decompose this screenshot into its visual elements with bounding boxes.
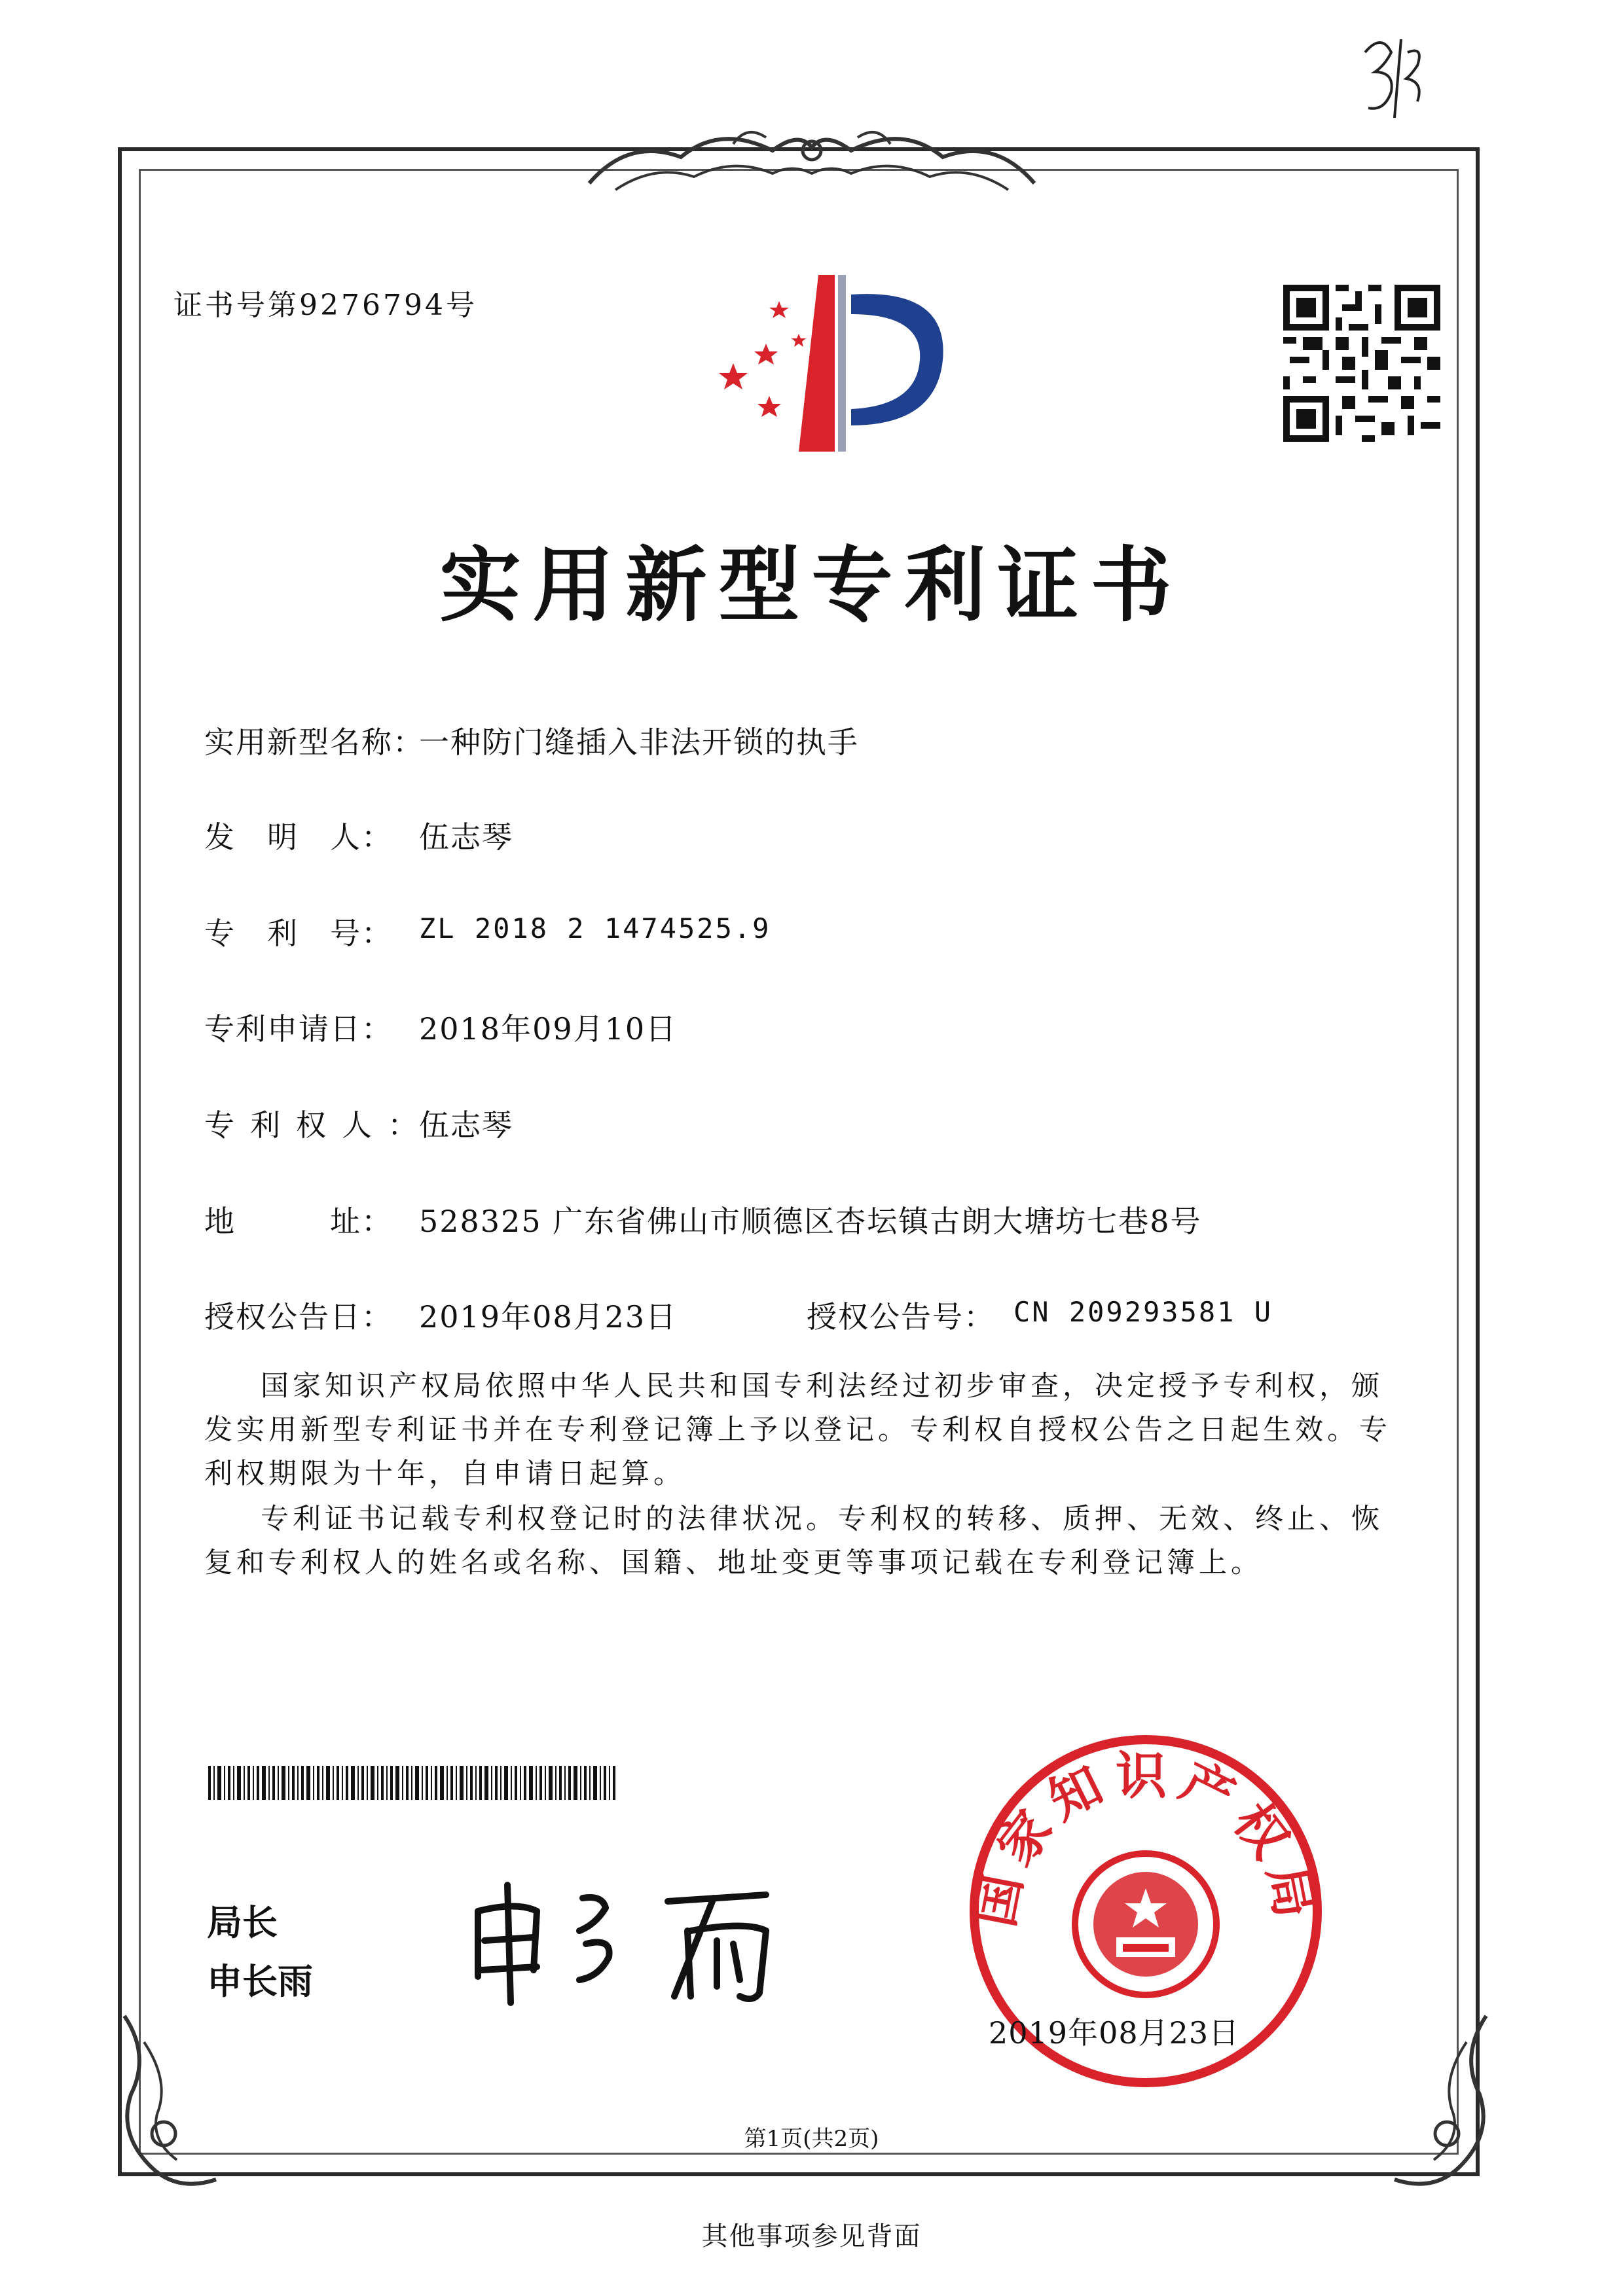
signatory-role: 局长	[207, 1902, 278, 1943]
qr-code	[1283, 285, 1440, 442]
bottom-left-ornament	[105, 2003, 249, 2199]
patent-number-label: 专 利 号：	[204, 916, 393, 951]
grant-date-value: 2019年08月23日	[419, 1299, 678, 1335]
body-paragraph-1: 国家知识产权局依照中华人民共和国专利法经过初步审查，决定授予专利权，颁发实用新型专利证书并在专利登记簿上予以登记。专利权自授权公告之日起生效。专利权期限为十年，自申请日起算。	[204, 1370, 1391, 1490]
footer-note: 其他事项参见背面	[701, 2221, 922, 2251]
certificate-title: 实用新型专利证书	[439, 539, 1184, 633]
page-number: 第1页(共2页)	[744, 2126, 879, 2152]
address-label: 地 址：	[204, 1204, 393, 1239]
utility-model-name-value: 一种防门缝插入非法开锁的执手	[419, 725, 859, 760]
body-paragraph-2: 专利证书记载专利权登记时的法律状况。专利权的转移、质押、无效、终止、恢复和专利权人的姓名或名称、国籍、地址变更等事项记载在专利登记簿上。	[204, 1503, 1383, 1579]
filing-date-value: 2018年09月10日	[419, 1011, 678, 1047]
certificate-number: 证书号第9276794号	[173, 289, 477, 322]
seal-date: 2019年08月23日	[989, 2015, 1240, 2051]
bottom-right-ornament	[1362, 2003, 1506, 2199]
patent-number-value: ZL 2018 2 1474525.9	[419, 912, 771, 944]
grant-date-label: 授权公告日：	[204, 1299, 393, 1335]
inventor-value: 伍志琴	[419, 819, 513, 855]
patent-office-emblem	[694, 262, 969, 465]
barcode	[208, 1766, 615, 1800]
filing-date-label: 专利申请日：	[204, 1011, 393, 1047]
utility-model-name-label: 实用新型名称：	[204, 725, 424, 760]
handwritten-signature	[458, 1865, 825, 2009]
address-value: 528325 广东省佛山市顺德区杏坛镇古朗大塘坊七巷8号	[419, 1204, 1202, 1239]
svg-text:国家知识产权局: 国家知识产权局	[966, 1746, 1326, 1931]
inventor-label: 发 明 人：	[204, 819, 393, 855]
patentee-label: 专利权人：	[204, 1107, 433, 1143]
handwritten-mark	[1355, 26, 1427, 124]
grant-number-label: 授权公告号：	[807, 1299, 995, 1335]
top-ornament	[576, 111, 1048, 209]
grant-number-value: CN 209293581 U	[1013, 1296, 1273, 1328]
patentee-value: 伍志琴	[419, 1107, 513, 1143]
signatory-name: 申长雨	[207, 1961, 313, 2002]
